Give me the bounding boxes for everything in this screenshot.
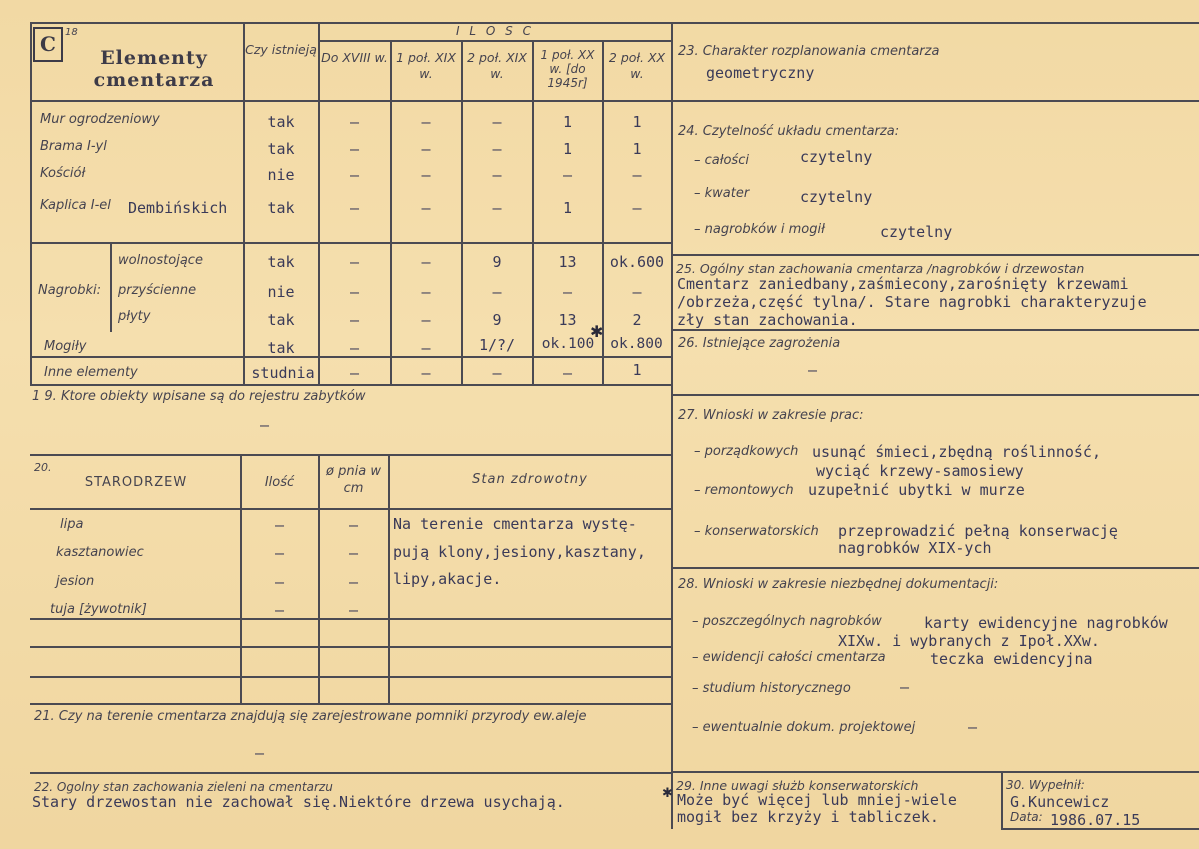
- cell-exists: studnia: [251, 364, 315, 382]
- cell-value: –: [349, 140, 360, 158]
- tree-name: lipa: [60, 517, 84, 532]
- health-line: lipy,akacje.: [393, 570, 502, 588]
- s22-label: 22. Ogolny stan zachowania zieleni na cmentarzu: [34, 780, 333, 794]
- s21-label: 21. Czy na terenie cmentarza znajdują się zarejestrowane pomniki przyrody ew.aleje: [34, 709, 587, 724]
- tree-diameter: –: [348, 544, 359, 562]
- s25-line: zły stan zachowania.: [677, 311, 858, 329]
- s24-key: – kwater: [694, 186, 750, 201]
- s28-value: karty ewidencyjne nagrobków: [924, 614, 1168, 632]
- cell-exists: tak: [267, 253, 295, 271]
- nagrobki-label: Nagrobki:: [38, 283, 102, 298]
- s19-label: 1 9. Ktore obiekty wpisane są do rejestru zabytków: [32, 389, 366, 404]
- s24-label: 24. Czytelność układu cmentarza:: [678, 124, 900, 139]
- cell-value: ok.100: [541, 336, 595, 352]
- s28-value: –: [968, 718, 978, 736]
- s22-value: Stary drzewostan nie zachował się.Niektóre drzewa usychają.: [32, 793, 565, 811]
- s26-label: 26. Istniejące zagrożenia: [678, 336, 841, 351]
- row-sublabel: przyścienne: [118, 283, 197, 298]
- cell-value: 13: [558, 253, 577, 271]
- cell-value: 2: [632, 311, 642, 329]
- cell-value: –: [421, 283, 431, 301]
- s27-value: uzupełnić ubytki w murze: [808, 481, 1025, 499]
- health-line: Na terenie cmentarza wystę-: [393, 515, 637, 533]
- s26-value: –: [808, 361, 818, 379]
- row-sublabel: Dembińskich: [128, 199, 228, 217]
- s27-value: przeprowadzić pełną konserwację: [838, 522, 1118, 540]
- cell-value: –: [349, 253, 360, 271]
- asterisk-mark: ✱: [590, 322, 604, 341]
- cell-value: –: [421, 339, 431, 357]
- health-line: pują klony,jesiony,kasztany,: [393, 543, 646, 561]
- cell-value: –: [421, 166, 431, 184]
- s30-date-label: Data:: [1010, 810, 1043, 824]
- card-number: 18: [65, 27, 78, 38]
- s30-name: G.Kuncewicz: [1010, 793, 1110, 811]
- s27-key: – remontowych: [694, 483, 794, 498]
- tree-qty: –: [274, 601, 285, 619]
- asterisk-mark: ✱: [662, 786, 673, 801]
- cell-exists: nie: [267, 166, 295, 184]
- cell-value: –: [492, 166, 502, 184]
- cell-value: ok.600: [609, 253, 665, 271]
- tree-diameter: –: [348, 516, 359, 534]
- cell-value: –: [421, 140, 431, 158]
- cell-value: –: [632, 283, 642, 301]
- s28-value: XIXw. i wybranych z Ipoł.XXw.: [838, 632, 1100, 650]
- s23-label: 23. Charakter rozplanowania cmentarza: [678, 44, 940, 59]
- cell-value: 13: [558, 311, 577, 329]
- row-label: Inne elementy: [44, 365, 138, 380]
- s25-label: 25. Ogólny stan zachowania cmentarza /nagrobków i drzewostan: [676, 261, 1085, 276]
- cell-value: 1: [632, 361, 642, 379]
- cell-value: –: [632, 166, 642, 184]
- s29-line: mogił bez krzyży i tabliczek.: [677, 808, 939, 826]
- row-sublabel: płyty: [118, 309, 151, 324]
- s27-value: wyciąć krzewy-samosiewy: [816, 462, 1024, 480]
- tree-name: jesion: [56, 574, 95, 589]
- s30-date: 1986.07.15: [1050, 811, 1141, 829]
- s28-key: – poszczególnych nagrobków: [692, 614, 882, 629]
- s29-label: 29. Inne uwagi służb konserwatorskich: [676, 778, 919, 793]
- row-label: Mur ogrodzeniowy: [40, 112, 160, 127]
- card-letter-box: C: [33, 27, 63, 62]
- tree-diameter: –: [348, 573, 359, 591]
- s25-line: /obrzeża,część tylna/. Stare nagrobki charakteryzuje: [677, 293, 1147, 311]
- s29-line: Może być więcej lub mniej-wiele: [677, 791, 957, 809]
- cell-value: 1: [562, 113, 573, 131]
- row-label: Mogiły: [44, 339, 87, 354]
- s24-key: – nagrobków i mogił: [694, 222, 825, 237]
- tree-qty: –: [274, 544, 285, 562]
- s28-label: 28. Wnioski w zakresie niezbędnej dokumentacji:: [678, 577, 999, 592]
- s24-key: – całości: [694, 153, 749, 168]
- s27-label: 27. Wnioski w zakresie prac:: [678, 408, 864, 423]
- s27-key: – konserwatorskich: [694, 524, 819, 539]
- s30-label: 30. Wypełnił:: [1006, 778, 1085, 792]
- cell-exists: tak: [267, 311, 295, 329]
- s20-head-health: Stan zdrowotny: [472, 472, 588, 487]
- s28-key: – ewentualnie dokum. projektowej: [692, 720, 916, 735]
- s25-line: Cmentarz zaniedbany,zaśmiecony,zarośnięty krzewami: [677, 275, 1129, 293]
- row-label: Kościół: [40, 166, 86, 181]
- cell-value: –: [492, 113, 502, 131]
- cell-value: –: [492, 364, 502, 382]
- cell-value: –: [492, 283, 502, 301]
- s28-value: –: [900, 678, 910, 696]
- tree-diameter: –: [348, 601, 359, 619]
- s28-key: – studium historycznego: [692, 681, 851, 696]
- cell-value: ok.800: [610, 336, 663, 352]
- tree-qty: –: [274, 573, 285, 591]
- row-label: Kaplica I-el: [40, 198, 111, 213]
- cell-value: –: [562, 364, 573, 382]
- s20-head-diameter: ø pnia w cm: [326, 464, 381, 496]
- s20-num: 20.: [34, 461, 52, 474]
- col-header-period-4: 1 poł. XX w. [do 1945r]: [540, 48, 595, 90]
- cell-exists: tak: [267, 140, 295, 158]
- col-header-exists: Czy istnieją: [245, 42, 317, 57]
- col-header-period-5: 2 poł. XX w.: [608, 50, 666, 81]
- s19-value: –: [260, 416, 270, 434]
- cell-value: –: [421, 311, 431, 329]
- s27-key: – porządkowych: [694, 444, 799, 459]
- cell-exists: nie: [267, 283, 295, 301]
- cell-value: –: [349, 113, 360, 131]
- cell-value: –: [492, 140, 502, 158]
- cell-value: –: [349, 199, 360, 217]
- cell-value: –: [562, 283, 573, 301]
- cell-value: 1: [632, 113, 642, 131]
- col-header-period-1: Do XVIII w.: [321, 50, 388, 65]
- cell-value: –: [349, 364, 360, 382]
- cell-exists: tak: [267, 339, 295, 357]
- cell-value: 9: [492, 311, 502, 329]
- s24-value: czytelny: [800, 148, 873, 166]
- s27-value: usunąć śmieci,zbędną roślinność,: [812, 443, 1101, 461]
- cell-value: –: [562, 166, 573, 184]
- s28-value: teczka ewidencyjna: [930, 650, 1093, 668]
- cell-value: –: [421, 113, 431, 131]
- s28-key: – ewidencji całości cmentarza: [692, 650, 886, 665]
- s24-value: czytelny: [800, 188, 873, 206]
- tree-qty: –: [274, 516, 285, 534]
- col-header-period-3: 2 poł. XIX w.: [467, 50, 527, 81]
- col-header-period-2: 1 poł. XIX w.: [396, 50, 456, 81]
- cell-value: 9: [492, 253, 502, 271]
- cell-value: –: [349, 166, 360, 184]
- cell-value: –: [349, 339, 360, 357]
- s23-value: geometryczny: [706, 64, 815, 82]
- cell-exists: tak: [267, 113, 295, 131]
- s20-head-species: STARODRZEW: [84, 475, 188, 490]
- tree-name: tuja [żywotnik]: [50, 602, 147, 617]
- cell-value: –: [349, 283, 360, 301]
- cell-value: –: [421, 199, 431, 217]
- cell-value: 1: [562, 140, 573, 158]
- col-header-ilosc: I L O S C: [456, 24, 534, 38]
- card-title: Elementy cmentarza: [93, 47, 215, 91]
- s24-value: czytelny: [880, 223, 953, 241]
- tree-name: kasztanowiec: [56, 545, 144, 560]
- s27-value: nagrobków XIX-ych: [838, 539, 992, 557]
- cell-value: 1: [632, 140, 642, 158]
- cell-value: –: [349, 311, 360, 329]
- s20-head-qty: Ilość: [264, 475, 295, 490]
- cell-value: –: [492, 199, 502, 217]
- cell-exists: tak: [267, 199, 295, 217]
- cell-value: –: [421, 364, 431, 382]
- cell-value: –: [421, 253, 431, 271]
- row-sublabel: wolnostojące: [118, 253, 203, 268]
- cell-value: –: [632, 199, 642, 217]
- s21-value: –: [255, 744, 265, 762]
- cell-value: 1/?/: [478, 336, 516, 354]
- row-label: Brama I-yl: [40, 139, 107, 154]
- cell-value: 1: [562, 199, 573, 217]
